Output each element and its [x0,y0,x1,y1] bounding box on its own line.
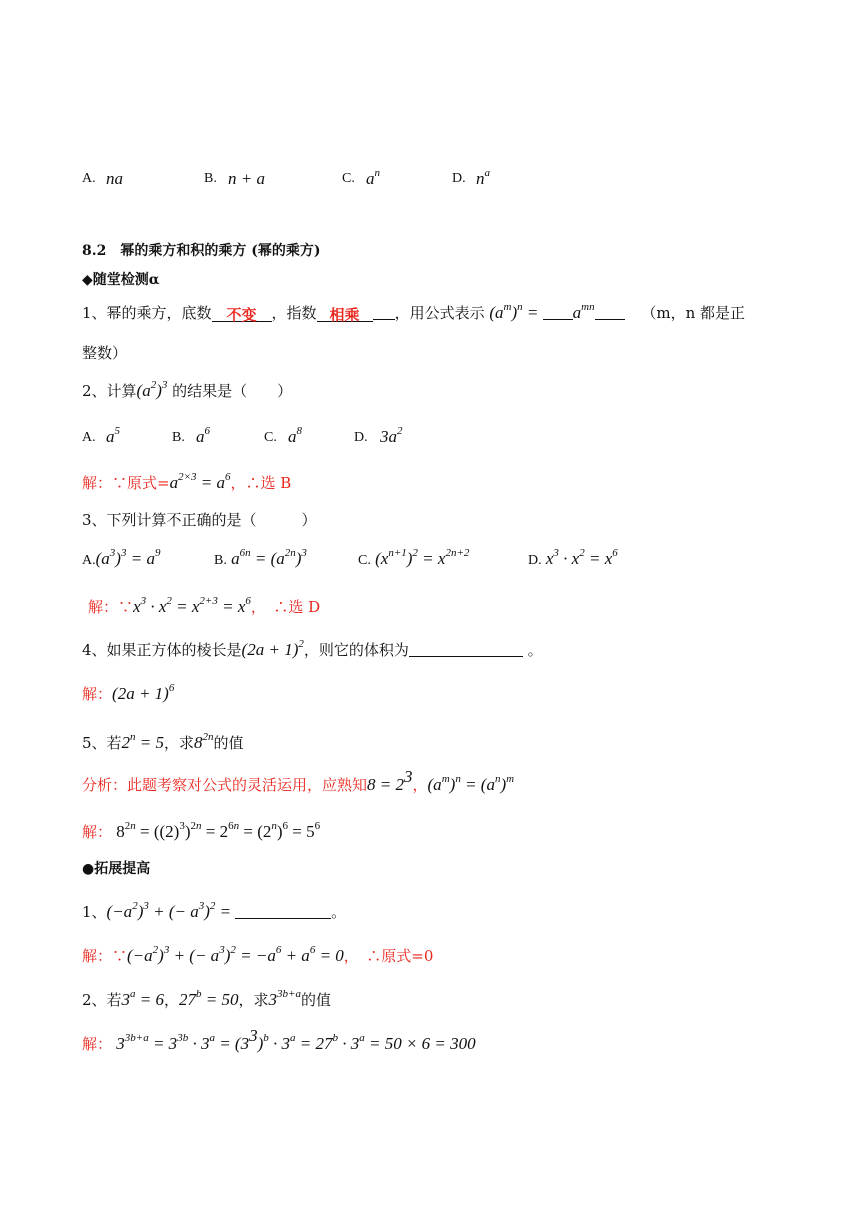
question-5: 5、若2$^n$ = 5，求$8^{2n}$的值 [82,731,244,752]
question-2-answer: 解：∵原式$=a^{2\times 3} = a^6$，∴选 B [82,471,292,492]
question-1-cont: 整数） [82,344,128,362]
option-c-value: $a^n$ [366,167,380,188]
option-b-value: n + a [228,169,265,188]
question-4-answer: 解：$(2a + 1)^6$ [82,682,175,703]
question-3-answer: 解：$\because x^3 \cdot x^2 = x^{2+3} = x^6$， ∴选 D [88,595,321,616]
option-b-label: B. [204,171,217,186]
extension-question-1: 1、$(-a^2)^3$ + (− $a^3)^2$ = 。 [82,900,347,921]
extension-question-2: 2、若3$^a$ = 6，27$^b$ = 50，求$3^{3b+a}$的值 [82,988,331,1009]
question-5-answer: 解： $8^{2n} = ((2)^3)^{2n} = 2^{6n} = (2^n)^6 = 5^6$ [82,820,321,841]
option-a-label: A. [82,171,96,186]
question-3: 3、下列计算不正确的是（ ） [82,511,317,529]
question-4: 4、如果正方体的棱长是$(2a + 1)^2$，则它的体积为 。 [82,638,543,659]
option-d-label: D. [452,171,466,186]
question-5-analysis: 分析：此题考察对公式的灵活运用，应熟知$8 = 2^3$，$(a^m)^n = (a^n)^m$ [82,767,515,794]
blank-answer-1: 不变 [226,306,257,324]
option-d-value: $n^a$ [476,167,490,188]
subsection-heading: ◆随堂检测α [82,272,160,288]
question-1: 1、幂的乘方，底数 不变 ，指数 相乘 ，用公式表示 $(a^m)^n = a^{mn}$ （m，n 都是正 [82,301,746,324]
blank-answer-2: 相乘 [329,306,360,324]
section-title: 8.2 幂的乘方和积的乘方 (幂的乘方) [82,243,321,259]
extension-question-2-answer: 解： $3^{3b+a} = 3^{3b} \cdot 3^a = (3^3)^b \cdot 3^a = 27^b \cdot 3^a = 50 \times 6 = 300$ [82,1026,476,1053]
question-2: 2、计算$(a^2)^3$ 的结果是（ ） [82,379,293,400]
formula-power-of-power: $(a^m)^n$ = [489,301,539,322]
option-a-value: na [106,169,123,188]
subsection-heading-extension: ●拓展提高 [82,861,151,877]
extension-question-1-answer: 解：$\because(-a^2)^3$ + (− $a^3)^2 = -a^6 + a^6 = 0$， ∴原式=0 [82,944,434,965]
option-c-label: C. [342,171,355,186]
